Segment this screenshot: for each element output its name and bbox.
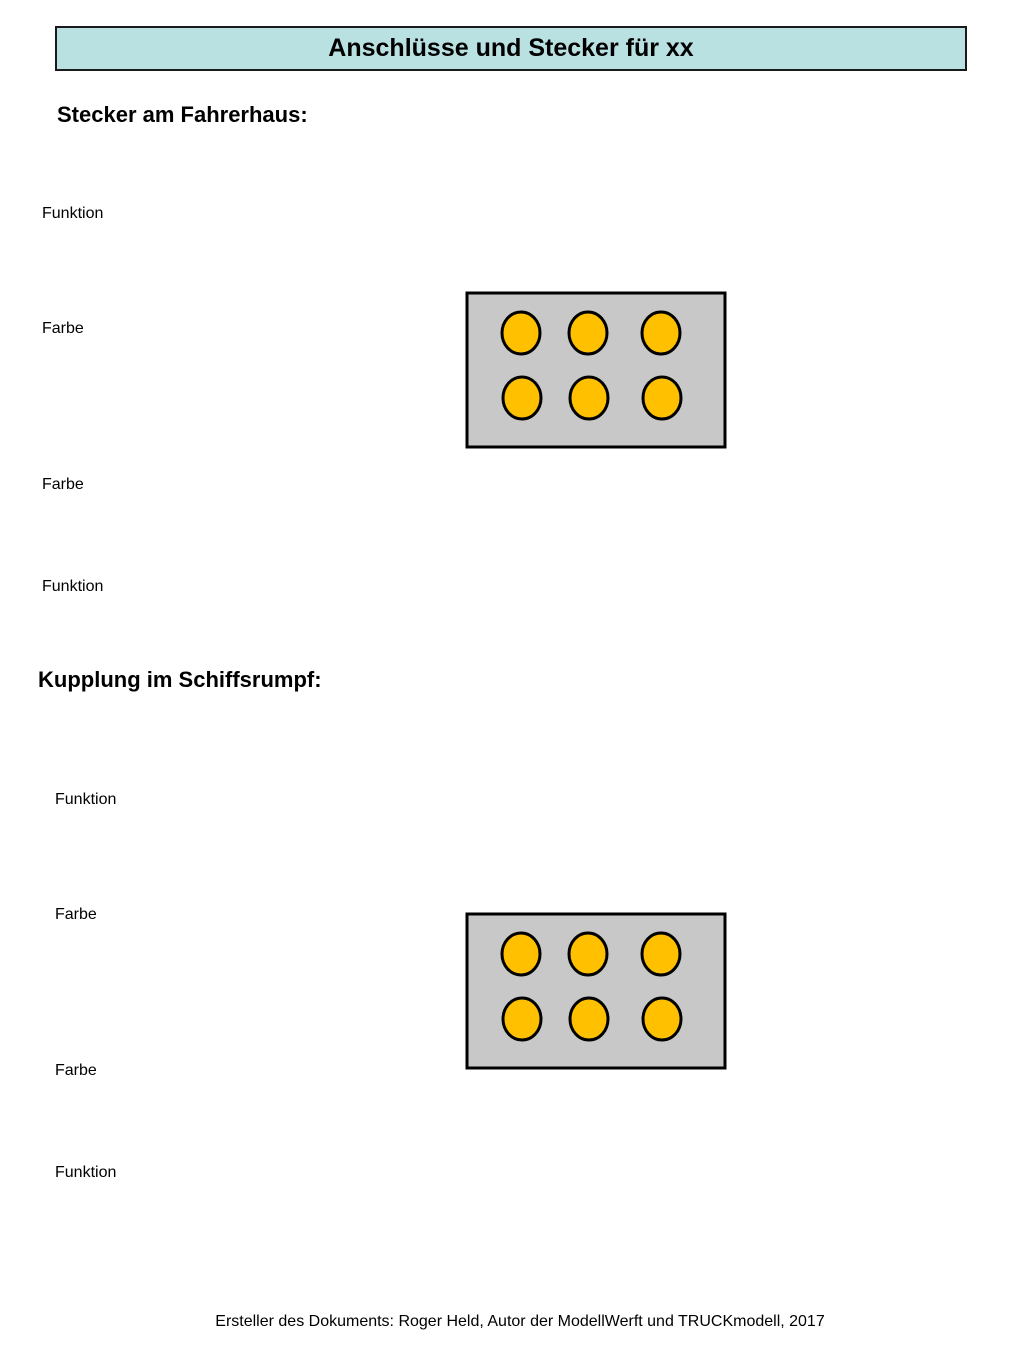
connector-pin: [643, 998, 681, 1040]
footer-credit: Ersteller des Dokuments: Roger Held, Autor der ModellWerft und TRUCKmodell, 2017: [215, 1313, 825, 1330]
connector-pin: [503, 377, 541, 419]
connector-pin: [569, 933, 607, 975]
label-hull-farbe-bottom: Farbe: [55, 1062, 97, 1079]
connector-pin: [502, 312, 540, 354]
connector-pin: [570, 377, 608, 419]
label-cab-funktion-bottom: Funktion: [42, 578, 104, 595]
connector-pin: [642, 312, 680, 354]
label-cab-farbe-bottom: Farbe: [42, 476, 84, 493]
connector-pin: [569, 312, 607, 354]
connector-pin: [503, 998, 541, 1040]
section-heading-cab: Stecker am Fahrerhaus:: [57, 102, 308, 127]
connector-pin: [643, 377, 681, 419]
connector-hull: [465, 912, 727, 1070]
label-hull-funktion-top: Funktion: [55, 791, 117, 808]
label-hull-farbe-top: Farbe: [55, 906, 97, 923]
section-heading-hull: Kupplung im Schiffsrumpf:: [38, 667, 322, 692]
connector-pin: [502, 933, 540, 975]
label-hull-funktion-bottom: Funktion: [55, 1164, 117, 1181]
connector-pin: [642, 933, 680, 975]
page-title: Anschlüsse und Stecker für xx: [328, 34, 694, 62]
connector-pin: [570, 998, 608, 1040]
title-box: [55, 26, 967, 71]
connector-cab: [465, 291, 727, 449]
label-cab-funktion-top: Funktion: [42, 205, 104, 222]
label-cab-farbe-top: Farbe: [42, 320, 84, 337]
